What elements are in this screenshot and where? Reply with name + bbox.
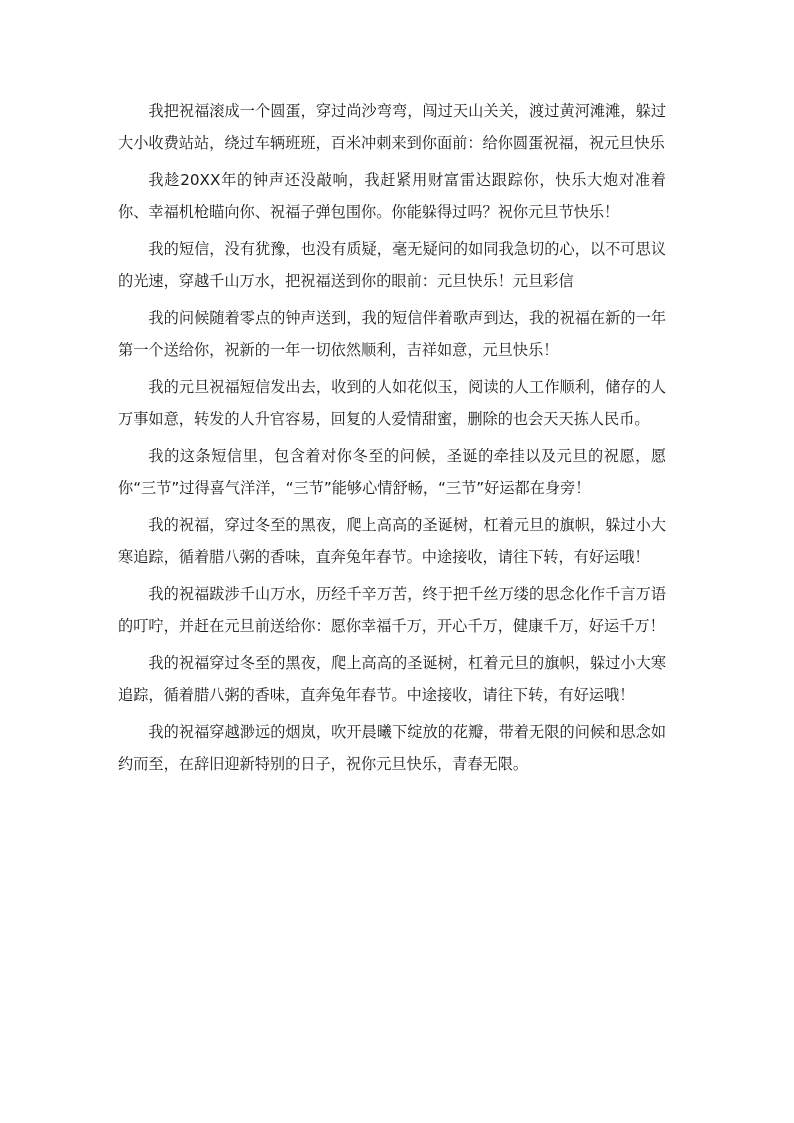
paragraph-7: 我的祝福，穿过冬至的黑夜，爬上高高的圣诞树，杠着元旦的旗帜，躲过小大寒追踪，循着腊八粥的香味，直奔兔年春节。中途接收，请往下转，有好运哦！ (118, 516, 666, 566)
paragraph-10: 我的祝福穿越渺远的烟岚，吹开晨曦下绽放的花瓣，带着无限的问候和思念如约而至，在辞旧迎新特别的日子，祝你元旦快乐，青春无限。 (118, 723, 666, 773)
paragraph-2: 我趁20XX年的钟声还没敲响，我赶紧用财富雷达跟踪你，快乐大炮对准着你、幸福机枪瞄向你、祝福子弹包围你。你能躲得过吗？祝你元旦节快乐！ (118, 171, 666, 221)
paragraph-8: 我的祝福跋涉千山万水，历经千辛万苦，终于把千丝万缕的思念化作千言万语的叮咛，并赶在元旦前送给你：愿你幸福千万，开心千万，健康千万，好运千万！ (118, 585, 666, 635)
paragraph-1: 我把祝福滚成一个圆蛋，穿过尚沙弯弯，闯过天山关关，渡过黄河滩滩，躲过大小收费站站，绕过车辆班班，百米冲刺来到你面前：给你圆蛋祝福，祝元旦快乐 (118, 102, 666, 152)
paragraph-4: 我的问候随着零点的钟声送到，我的短信伴着歌声到达，我的祝福在新的一年第一个送给你，祝新的一年一切依然顺利，吉祥如意，元旦快乐！ (118, 309, 666, 359)
paragraph-6: 我的这条短信里，包含着对你冬至的问候，圣诞的牵挂以及元旦的祝愿，愿你“三节”过得喜气洋洋，“三节”能够心情舒畅，“三节”好运都在身旁！ (118, 447, 666, 497)
paragraph-3: 我的短信，没有犹豫，也没有质疑，毫无疑问的如同我急切的心，以不可思议的光速，穿越千山万水，把祝福送到你的眼前：元旦快乐！元旦彩信 (118, 240, 666, 290)
paragraph-9: 我的祝福穿过冬至的黑夜，爬上高高的圣诞树，杠着元旦的旗帜，躲过小大寒追踪，循着腊八粥的香味，直奔兔年春节。中途接收，请往下转，有好运哦！ (118, 654, 666, 704)
document-body (118, 96, 666, 786)
paragraph-5: 我的元旦祝福短信发出去，收到的人如花似玉，阅读的人工作顺利，储存的人万事如意，转发的人升官容易，回复的人爱情甜蜜，删除的也会天天拣人民币。 (118, 378, 666, 428)
